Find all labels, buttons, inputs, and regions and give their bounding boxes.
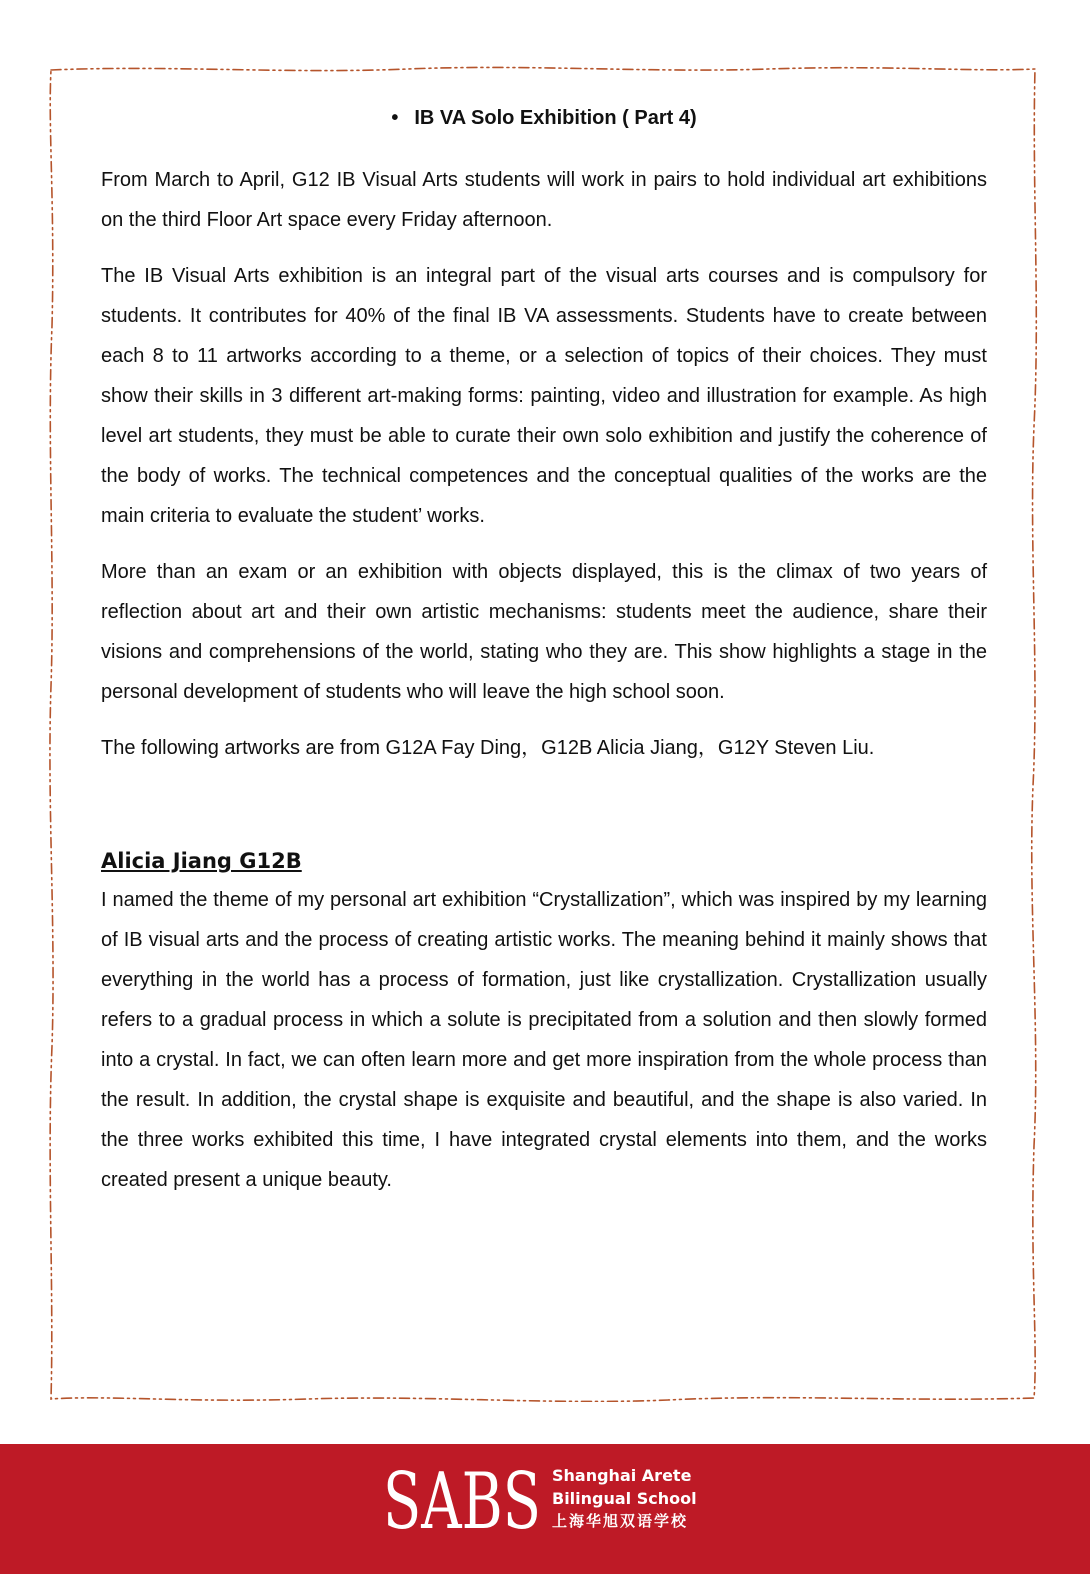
section-spacer [101,784,987,846]
school-name-line1: Shanghai Arete [552,1466,692,1485]
student-section-title: Alicia Jiang G12B [101,849,302,873]
svg-text:SABS: SABS [383,1462,541,1536]
school-name-line2: Bilingual School [552,1489,697,1508]
bullet-icon: • [391,107,399,129]
article-heading-text: IB VA Solo Exhibition ( Part 4) [414,107,697,129]
artists-list-paragraph: The following artworks are from G12A Fay Ding，G12B Alicia Jiang，G12Y Steven Liu. [101,737,875,759]
sabs-logo-icon [383,1462,543,1536]
article-heading [101,98,987,138]
student-statement-paragraph: I named the theme of my personal art exhibition “Crystallization”, which was inspired by my learning of IB visual arts and the process of creating artistic works. The meaning behind it mainly shows that everything in the world has a process of formation, just like crystallization. Crystallization usually refers to a gradual process in which a solute is precipitated from a solution and then slowly formed into a crystal. In fact, we can often learn more and get more inspiration from the whole process than the result. In addition, the crystal shape is exquisite and beautiful, and the shape is also varied. In the three works exhibited this time, I have integrated crystal elements into them, and the works created present a unique beauty. [101,889,987,1191]
school-name-chinese: 上海华旭双语学校 [552,1512,689,1530]
intro-paragraph: From March to April, G12 IB Visual Arts students will work in pairs to hold individual art exhibitions on the third Floor Art space every Friday afternoon. [101,169,987,231]
school-name-block [552,1464,697,1533]
sabs-logo-mark-svg [383,1462,543,1536]
article-content [101,98,987,1216]
climax-paragraph: More than an exam or an exhibition with objects displayed, this is the climax of two years of reflection about art and their own artistic mechanisms: students meet the audience, share their visions and comprehensions of the world, stating who they are. This show highlights a stage in the personal development of students who will leave the high school soon. [101,561,987,703]
school-footer-bar [0,1444,1090,1574]
exhibition-description-paragraph: The IB Visual Arts exhibition is an integral part of the visual arts courses and is compulsory for students. It contributes for 40% of the final IB VA assessments. Students have to create between each 8 to 11 artworks according to a theme, or a selection of topics of their choices. They must show their skills in 3 different art-making forms: painting, video and illustration for example. As high level art students, they must be able to curate their own solo exhibition and justify the coherence of the body of works. The technical competences and the conceptual qualities of the works are the main criteria to evaluate the student’ works. [101,265,987,527]
